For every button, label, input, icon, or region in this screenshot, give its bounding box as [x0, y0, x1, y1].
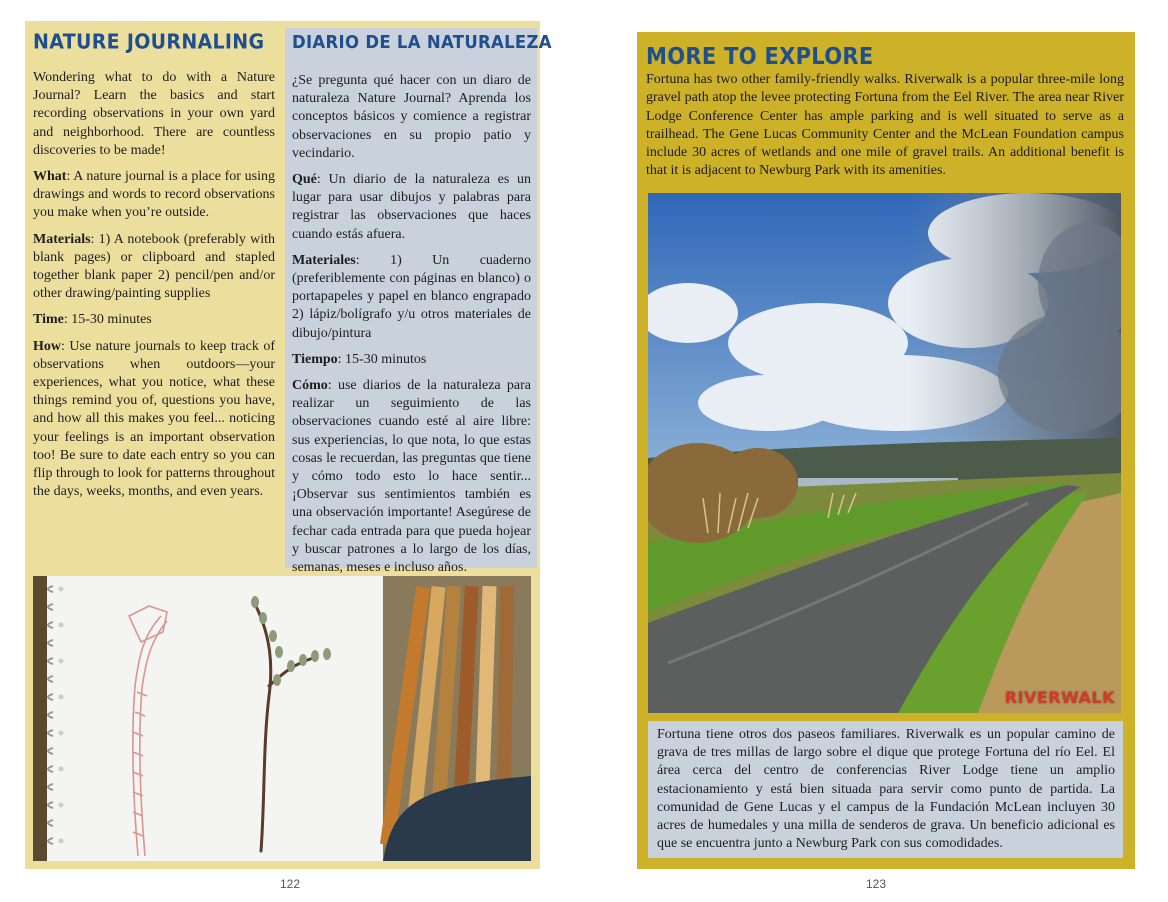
en-materials — [33, 231, 275, 304]
heading-more-to-explore: MORE TO EXPLORE — [646, 43, 874, 70]
heading-diario-naturaleza: DIARIO DE LA NATURALEZA — [292, 32, 552, 53]
en-what-text: : A nature journal is a place for using drawings and words to record observations you make when you’re outside. — [33, 169, 275, 221]
en-time-text: : 15-30 minutes — [63, 312, 152, 328]
en-how-label: How — [33, 338, 61, 354]
riverwalk-label: RIVERWALK — [1004, 688, 1115, 707]
es-what-text: : Un diario de la naturaleza es un lugar para usar dibujos y palabras para registrar las observaciones que haces cuando estás afuera. — [292, 172, 531, 242]
en-time — [33, 311, 275, 329]
es-how-label: Cómo — [292, 378, 328, 394]
en-how-text: : Use nature journals to keep track of observations when outdoors—your experiences, what you notice, what these things remind you of, questions you have, and how all this makes you feel... noticing your feelings is an important observation too! Be sure to date each entry so you can flip through to look for patterns throughout the days, weeks, months, and even years. — [33, 338, 275, 500]
es-intro: ¿Se pregunta qué hacer con un diaro de naturaleza Nature Journal? Aprenda los conceptos básicos y comience a registrar observaciones en su propio patio y vecindario. — [292, 73, 531, 161]
es-materials-label: Materiales — [292, 252, 356, 268]
es-materials — [292, 252, 531, 343]
en-time-label: Time — [33, 312, 64, 328]
en-what-label: What — [33, 169, 67, 185]
es-time-text: : 15-30 minutos — [337, 351, 427, 367]
english-column — [33, 30, 275, 509]
more-to-explore-en-text: Fortuna has two other family-friendly walks. Riverwalk is a popular three-mile long gravel path atop the levee protecting Fortuna from the Eel River. The area near River Lodge Conference Center has ample parking and is well situated to serve as a trailhead. The Gene Lucas Community Center and the McLean Foundation campus include 30 acres of wetlands and one mile of gravel trails. An additional benefit is that it is adjacent to Newburg Park with its amenities. — [646, 72, 1124, 179]
page-number-left: 122 — [279, 877, 301, 891]
es-time — [292, 351, 531, 369]
es-time-label: Tiempo — [292, 351, 338, 367]
en-what — [33, 168, 275, 223]
en-intro: Wondering what to do with a Nature Journal? Learn the basics and start recording observations in your own yard and neighborhood. There are countless discoveries to be made! — [33, 70, 275, 158]
es-materials-text: : 1) Un cuaderno (preferiblemente con páginas en blanco) o portapapeles y papel en blanco engrapado 2) lápiz/bolígrafo y/u otros materiales de dibujo/pintura — [292, 252, 531, 341]
page-number-right: 123 — [865, 877, 887, 891]
en-how — [33, 338, 275, 502]
heading-nature-journaling: NATURE JOURNALING — [33, 30, 265, 54]
more-to-explore-es-box — [648, 721, 1123, 858]
more-to-explore-es-text: Fortuna tiene otros dos paseos familiares. Riverwalk es un popular camino de grava de tres millas de largo sobre el dique que protege Fortuna del río Eel. El área cerca del centro de conferencias River Lodge tiene un amplio estacionamiento y está bien situada para servir como punto de partida. La comunidad de Gene Lucas y el campus de la Fundación McLean incluyen 30 acres de humedales y una milla de senderos de grava. Un beneficio adicional es que se encuentra junto a Newburg Park con sus comodidades. — [657, 727, 1115, 852]
en-materials-text: : 1) A notebook (preferably with blank pages) or clipboard and stapled together blank paper 2) pencil/pen and/or other drawing/painting supplies — [33, 231, 275, 302]
es-how-text: : use diarios de la naturaleza para realizar un seguimiento de las observaciones cuando esté al aire libre: sus experiencias, lo que nota, lo que estas cosas le recuerdan, las preguntas que tiene y cómo todo esto lo hace sentir... ¡Observar sus sentimientos también es una observación importante! Asegúrese de fechar cada entrada para que pueda hojear y buscar patrones a lo largo de los días, semanas, meses e incluso años. — [292, 378, 531, 576]
es-how — [292, 377, 531, 577]
en-materials-label: Materials — [33, 231, 91, 247]
riverwalk-photo — [648, 193, 1121, 713]
journal-sketch-photo — [33, 576, 531, 861]
es-what — [292, 171, 531, 244]
es-what-label: Qué — [292, 172, 317, 188]
spanish-column — [285, 28, 552, 576]
